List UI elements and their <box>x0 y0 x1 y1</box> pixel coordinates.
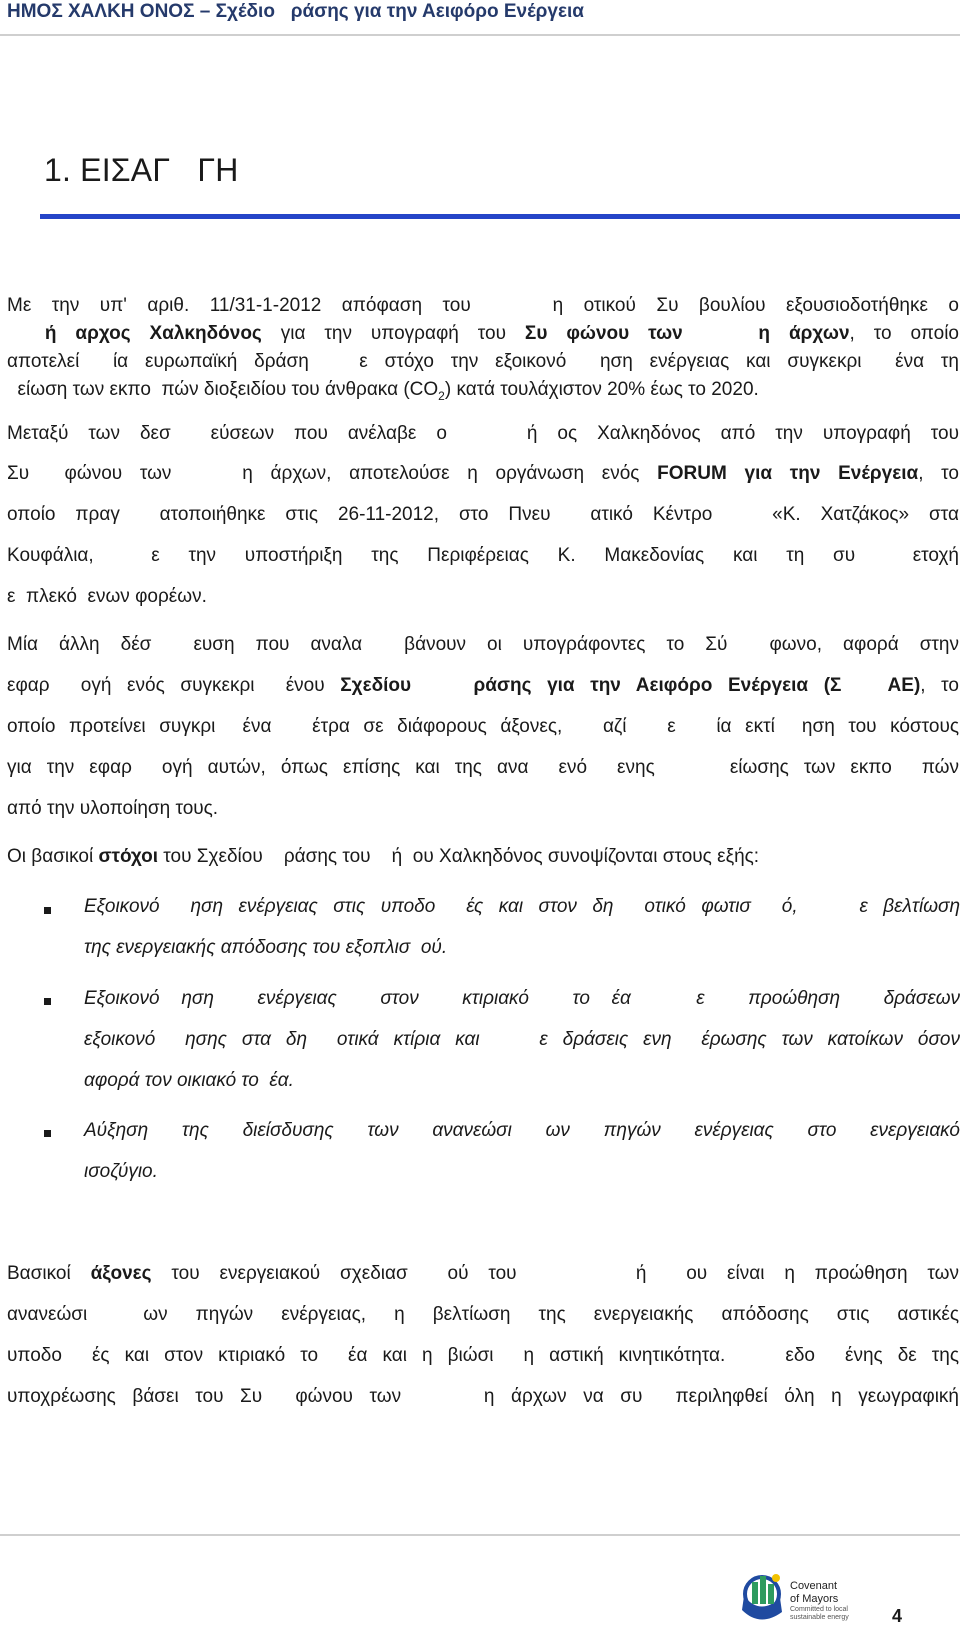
para1-line3: αποτελεί ία ευρωπαϊκή δράση ε στόχο την εξοικονό ηση ενέργειας και συγκεκρι ένα τη <box>7 351 959 372</box>
subscript-2: 2 <box>438 388 445 403</box>
bullet2-line2: εξοικονό ησης στα δη οτικά κτίρια και ε δράσεις ενη έρωσης των κατοίκων όσον <box>84 1029 960 1050</box>
para2-line1: Μεταξύ των δεσ εύσεων που ανέλαβε ο ή ος Χαλκηδόνος από την υπογραφή του <box>7 423 959 444</box>
seap-term: Σχεδίου ράσης για την Αειφόρο Ενέργεια (Σ ΑΕ) <box>340 675 921 696</box>
heading-underline <box>40 214 960 219</box>
covenant-of-mayors-term: Συ φώνου των η άρχων <box>524 323 850 344</box>
bullet1-line1: Εξοικονό ηση ενέργειας στις υποδο ές και στον δη οτικό φωτισ ό, ε βελτίωση <box>84 896 960 917</box>
para1-line4: είωση των εκπο πών διοξειδίου του άνθρακα $(CO_2)$ κατά τουλάχιστον 20% έως το 2020. <box>7 379 759 403</box>
bullet-square-icon <box>44 1130 51 1137</box>
bullet3-line1: Αύξηση της διείσδυσης των ανανεώσι ων πηγών ενέργειας στο ενεργειακό <box>84 1120 960 1141</box>
para3-line3: οποίο προτείνει συγκρι ένα έτρα σε διάφορους άξονες, αζί ε ία εκτί ηση του κόστους <box>7 716 959 737</box>
bullet2-line1: Εξοικονό ηση ενέργειας στον κτιριακό το έα ε προώθηση δράσεων <box>84 988 960 1009</box>
section-heading: 1. ΕΙΣΑΓ ΓΗ <box>44 152 239 188</box>
running-header: ΗΜΟΣ ΧΑΛΚΗ ΟΝΟΣ – Σχέδιο ράσης για την Αειφόρο Ενέργεια <box>7 1 584 22</box>
logo-line2: of Mayors <box>790 1593 839 1605</box>
para2-line5: ε πλεκό ενων φορέων. <box>7 586 207 607</box>
bullet-square-icon <box>44 998 51 1005</box>
para5-line3: υποδο ές και στον κτιριακό το έα και η βιώσι η αστική κινητικότητα. εδο ένης δε της <box>7 1345 959 1366</box>
logo-line3: Committed to local <box>790 1606 848 1613</box>
mayor-title: ή αρχος Χαλκηδόνος <box>7 323 262 344</box>
logo-line1: Covenant <box>790 1580 838 1592</box>
para1-line1: Με την υπ' αριθ. 11/31-1-2012 απόφαση του η οτικού Συ βουλίου εξουσιοδοτήθηκε ο <box>7 295 959 316</box>
forum-term: FORUM για την Ενέργεια <box>657 463 919 484</box>
bullet-square-icon <box>44 907 51 914</box>
para3-line2: εφαρ ογή ενός συγκεκρι ένου Σχεδίου ράσης για την Αειφόρο Ενέργεια (Σ ΑΕ), το <box>7 675 959 696</box>
axes-term: άξονες <box>90 1263 152 1284</box>
logo-line4: sustainable energy <box>790 1614 849 1621</box>
bullet3-line2: ισοζύγιο. <box>84 1161 158 1182</box>
header-divider <box>0 34 960 36</box>
para4-line: Οι βασικοί στόχοι του Σχεδίου ράσης του ή ου Χαλκηδόνος συνοψίζονται στους εξής: <box>7 846 760 867</box>
para2-line2: Συ φώνου των η άρχων, αποτελούσε η οργάνωση ενός FORUM για την Ενέργεια, το <box>7 463 959 484</box>
para3-line4: για την εφαρ ογή αυτών, όπως επίσης και της ανα ενό ενης είωσης των εκπο πών <box>7 757 959 778</box>
para5-line4: υποχρέωσης βάσει του Συ φώνου των η άρχων να συ περιληφθεί όλη η γεωγραφική <box>7 1386 959 1407</box>
para2-line3: οποίο πραγ ατοποιήθηκε στις 26-11-2012, στο Πνευ ατικό Κέντρο «Κ. Χατζάκος» στα <box>7 504 959 525</box>
bullet1-line2: της ενεργειακής απόδοσης του εξοπλισ ού. <box>84 937 448 958</box>
footer-divider <box>0 1534 960 1536</box>
page-number: 4 <box>892 1606 903 1626</box>
para3-line1: Μία άλλη δέσ ευση που αναλα βάνουν οι υπογράφοντες το Σύ φωνο, αφορά στην <box>7 634 959 655</box>
para5-line1: Βασικοί άξονες του ενεργειακού σχεδιασ ού του ή ου είναι η προώθηση των <box>7 1263 959 1284</box>
para2-line4: Κουφάλια, ε την υποστήριξη της Περιφέρειας Κ. Μακεδονίας και τη συ ετοχή <box>7 545 959 566</box>
goals-term: στόχοι <box>98 846 159 867</box>
para1-line2: ή αρχος Χαλκηδόνος για την υπογραφή του Συ φώνου των η άρχων, το οποίο <box>7 323 959 344</box>
bullet2-line3: αφορά τον οικιακό το έα. <box>84 1070 294 1091</box>
para3-line5: από την υλοποίηση τους. <box>7 798 219 819</box>
para5-line2: ανανεώσι ων πηγών ενέργειας, η βελτίωση της ενεργειακής απόδοσης στις αστικές <box>7 1304 959 1325</box>
